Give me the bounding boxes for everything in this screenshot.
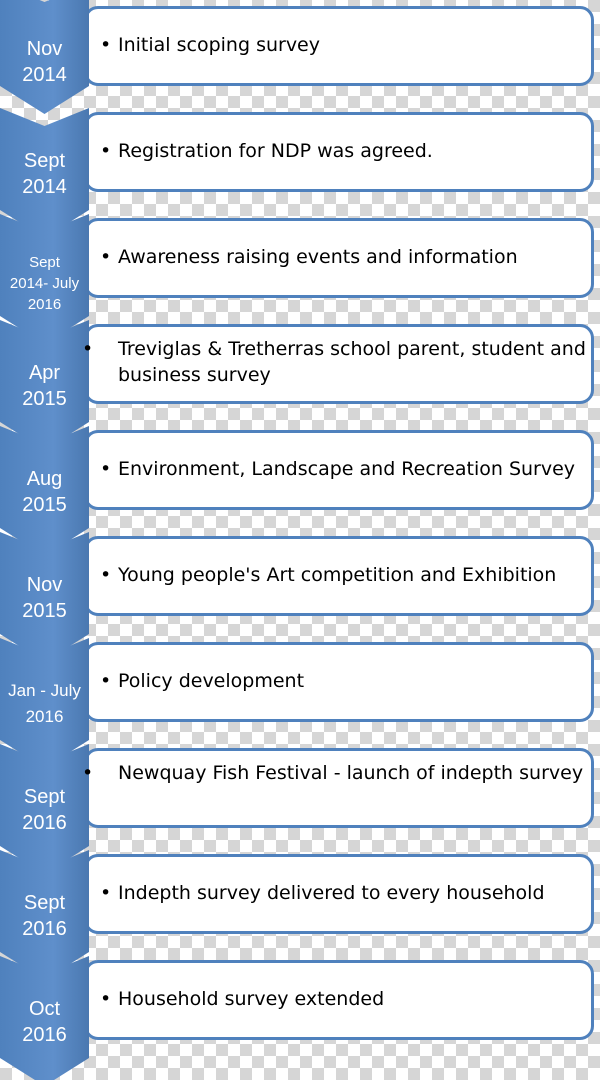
step-date: Aug 2015 [22, 468, 67, 516]
step-text [82, 760, 600, 786]
timeline-step-oct-2016 [0, 956, 600, 1062]
timeline-step-nov-2014 [0, 2, 600, 108]
bullet-icon: • [100, 882, 112, 904]
step-label: Awareness raising events and information [118, 246, 518, 268]
step-label: Registration for NDP was agreed. [118, 140, 433, 162]
bullet-icon: • [100, 988, 112, 1010]
bullet-icon: • [100, 140, 112, 162]
bullet-icon: • [82, 762, 94, 784]
step-text [100, 562, 590, 588]
step-label: Policy development [118, 670, 305, 692]
step-text [100, 668, 590, 694]
step-date: Apr 2015 [22, 362, 67, 410]
timeline-step-apr-2015 [0, 320, 600, 426]
timeline-step-sept-2014-july-2016 [0, 214, 600, 320]
step-label: Treviglas & Tretherras school parent, student and business survey [118, 338, 586, 386]
step-label: Initial scoping survey [118, 34, 320, 56]
bullet-icon: • [100, 246, 112, 268]
bullet-icon: • [100, 670, 112, 692]
step-label: Young people's Art competition and Exhibition [118, 564, 557, 586]
timeline-step-sept-2016-b [0, 850, 600, 956]
step-label: Household survey extended [118, 988, 385, 1010]
step-date: Sept 2014 [22, 150, 67, 198]
step-text [100, 244, 590, 270]
bullet-icon: • [100, 34, 112, 56]
timeline-step-sept-2016-a [0, 744, 600, 850]
bullet-icon: • [100, 458, 112, 480]
step-label: Indepth survey delivered to every household [118, 882, 545, 904]
step-date: Oct 2016 [22, 998, 67, 1046]
step-date: Nov 2014 [22, 38, 67, 86]
step-date: Sept 2014- July 2016 [9, 254, 80, 313]
step-text [82, 336, 600, 388]
bullet-icon: • [82, 338, 94, 360]
step-date: Sept 2016 [22, 786, 67, 834]
bullet-icon: • [100, 564, 112, 586]
step-date: Jan - July 2016 [8, 681, 81, 726]
step-text [100, 32, 590, 58]
step-text [100, 456, 590, 482]
step-label: Newquay Fish Festival - launch of indepth survey [118, 762, 584, 784]
timeline-step-sept-2014 [0, 108, 600, 214]
step-date: Nov 2015 [22, 574, 67, 622]
timeline-step-jan-july-2016 [0, 638, 600, 744]
step-text [100, 880, 590, 906]
step-date: Sept 2016 [22, 892, 67, 940]
step-text [100, 138, 590, 164]
timeline-step-nov-2015 [0, 532, 600, 638]
step-text [100, 986, 590, 1012]
step-label: Environment, Landscape and Recreation Survey [118, 458, 576, 480]
timeline-step-aug-2015 [0, 426, 600, 532]
